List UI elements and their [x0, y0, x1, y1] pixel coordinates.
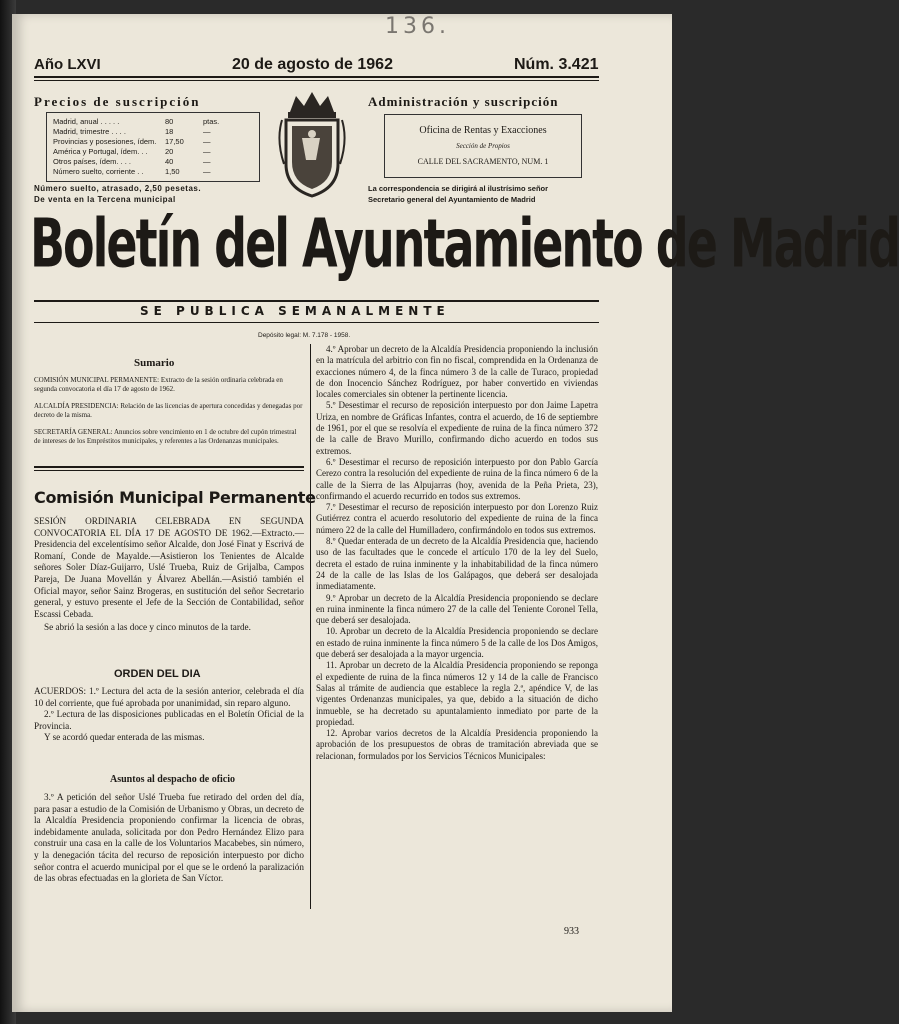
price-row: Número suelto, corriente . . 1,50 —	[53, 167, 211, 176]
issue-number: Núm. 3.421	[514, 56, 599, 73]
office-section: Sección de Propios	[456, 142, 510, 150]
agenda-item: 5.º Desestimar el recurso de reposición interpuesto por don Jaime Lapetra Uriza, en nombre de Gráficas Infantes, contra el acuerdo, de 16 de septiembre de 1961, por el que se resolvía el expediente de ruina de la finca número 372 de la calle de Bravo Murillo, confirmando dicho acuerdo en todos sus extremos.	[316, 400, 598, 456]
opening-paragraph: Se abrió la sesión a las doce y cinco minutos de la tarde.	[44, 622, 251, 633]
masthead-title: Boletín del Ayuntamiento de Madrid	[30, 204, 899, 283]
subscription-title: Precios de suscripción	[34, 94, 201, 109]
issue-year: Año LXVI	[34, 56, 101, 73]
price-row: Madrid, trimestre . . . . 18 —	[53, 127, 211, 136]
subscription-note: Número suelto, atrasado, 2,50 pesetas.	[34, 184, 202, 193]
intro-paragraph: SESIÓN ORDINARIA CELEBRADA EN SEGUNDA CONVOCATORIA EL DÍA 17 DE AGOSTO DE 1962.—Extracto.—Presidencia del excelentísimo señor Alcalde, don José Finat y Escrivá de Romaní, Conde de Mayalde.—Asistieron los Tenientes de Alcalde señores Soler Díaz-Guijarro, Uslé Trueba, Ruiz de Grijalba, Campos Pareja, De Juana Movellán y Álvarez Abellán.—Asistió también el Oficial mayor, señor Sainz Brogeras, en sustitución del señor Secretario general, y estuvo presente el Jefe de la Sección de Contabilidad, señor Escassi Cebada.	[34, 516, 304, 619]
agenda-item: 12. Aprobar varios decretos de la Alcaldía Presidencia proponiendo la aprobación de los presupuestos de obras de tramitación abreviada que se relacionan, formulados por los Servicios Técnicos Municipales:	[316, 728, 598, 761]
agenda-item: 11. Aprobar un decreto de la Alcaldía Presidencia proponiendo se reponga el expediente de ruina de la finca números 12 y 14 de la calle de Francisco Salas al trámite de audiencia que establece la regla 2.ª, apéndice V, de las vigentes Ordenanzas municipales, ya que, debido a la situación de dicho inmueble, se ha decretado su apuntalamiento inmediato por parte de la propiedad.	[316, 660, 598, 727]
summary-title: Sumario	[134, 357, 175, 369]
masthead-rule	[34, 300, 599, 302]
right-column	[316, 344, 598, 762]
orden-del-dia-heading: ORDEN DEL DIA	[114, 668, 201, 680]
issue-date: 20 de agosto de 1962	[232, 56, 393, 73]
session-intro	[34, 516, 304, 634]
agenda-item: 8.º Quedar enterada de un decreto de la Alcaldía Presidencia que, haciendo uso de las facultades que le concede el artículo 170 de la ley del Suelo, decreta el estado de ruina inminente y la inhabitabilidad de la finca número 24 de la calle de las Islas de los Galápagos, que deberá ser desalojada inmediatamente.	[316, 536, 598, 592]
office-name: Oficina de Rentas y Exacciones	[419, 125, 547, 136]
agenda-items	[34, 686, 304, 744]
administration-note: La correspondencia se dirigirá al ilustrísimo señor	[368, 184, 549, 193]
item-2-paragraph: 2.º Lectura de las disposiciones publicadas en el Boletín Oficial de la Provincia.	[34, 709, 304, 731]
agenda-item: 9.º Aprobar un decreto de la Alcaldía Presidencia proponiendo se declare en ruina inminente la finca número 27 de la calle del Teniente Coronel Tella, que deberá ser desalojada.	[316, 592, 598, 626]
item-2b-paragraph: Y se acordó quedar enterada de las mismas.	[44, 732, 205, 743]
office-address: CALLE DEL SACRAMENTO, NUM. 1	[417, 157, 549, 166]
summary-item: COMISIÓN MUNICIPAL PERMANENTE: Extracto de la sesión ordinaria celebrada en segunda convocatoria el día 17 de agosto de 1962.	[34, 376, 283, 393]
summary-rule-thin	[34, 470, 304, 471]
masthead-rule-bottom	[34, 322, 599, 323]
section-heading: Comisión Municipal Permanente	[34, 488, 316, 507]
price-row: Madrid, anual . . . . . 80 ptas.	[53, 117, 220, 126]
asuntos-heading: Asuntos al despacho de oficio	[110, 774, 236, 785]
acuerdos-paragraph: ACUERDOS: 1.º Lectura del acta de la sesión anterior, celebrada el día 10 del corriente, que fué aprobada por unanimidad, sin reparo alguno.	[34, 686, 304, 708]
page-number: 933	[564, 926, 579, 937]
subscription-price-table	[46, 112, 260, 182]
agenda-item: 7.º Desestimar el recurso de reposición interpuesto por don Lorenzo Ruiz Gutiérrez contra el acuerdo resolutorio del expediente de ruina de la finca número 22 de la calle del Humilladero, confirmándolo en todos sus extremos.	[316, 502, 598, 535]
agenda-item: 6.º Desestimar el recurso de reposición interpuesto por don Pablo García Cerezo contra la resolución del expediente de ruina de la finca número 6 de la calle de la Sierra de las Alpujarras (hoy, avenida de la Peña Prieta, 23), confirmando el acuerdo recurrido en todos sus extremos.	[316, 456, 598, 501]
price-row: América y Portugal, ídem. . . 20 —	[53, 147, 211, 156]
item-3-paragraph: 3.º A petición del señor Uslé Trueba fue retirado del orden del día, para pasar a estudio de la Comisión de Urbanismo y Obras, un decreto de la Alcaldía Presidencia proponiendo confirmar la licencia de obras, indebidamente anulada, solicitada por don Pedro Hernández Elizo para construir una casa en la calle de los Voluntarios Macabebes, sin número, y la denegación tácita del recurso de reposición interpuesto por dicho señor contra el acuerdo municipal por el que se le ordenó la paralización de las obras efectuadas en la glorieta de San Víctor.	[34, 792, 304, 884]
agenda-item: 4.º Aprobar un decreto de la Alcaldía Presidencia proponiendo la inclusión en la matrícula del arbitrio con fin no fiscal, comprendida en la Ordenanza de exacciones número 4, de la finca número 3 de la calle de Turaco, propiedad de don Inocencio Sánchez Rodríguez, por haber convertido en viviendas locales comerciales sin obtener la pertinente licencia.	[316, 344, 598, 400]
price-row: Provincias y posesiones, ídem. 17,50 —	[53, 137, 211, 146]
price-row: Otros países, ídem. . . . 40 —	[53, 157, 211, 166]
administration-title: Administración y suscripción	[368, 94, 559, 109]
administration-box	[384, 114, 582, 178]
madrid-coat-of-arms	[276, 90, 348, 198]
legal-deposit: Depósito legal: M. 7.178 - 1958.	[258, 332, 351, 339]
summary-item: SECRETARÍA GENERAL: Anuncios sobre vencimiento en 1 de octubre del cupón trimestral de intereses de los Empréstitos municipales, y referentes a las Ordenanzas municipales.	[34, 428, 297, 445]
masthead-subtitle: SE PUBLICA SEMANALMENTE	[140, 304, 450, 318]
subscription-note: De venta en la Tercena municipal	[34, 195, 176, 204]
summary-item: ALCALDÍA PRESIDENCIA: Relación de las licencias de apertura concedidas y denegadas por decreto de la misma.	[34, 402, 303, 419]
header-rule	[34, 76, 599, 78]
header-rule-thin	[34, 80, 599, 81]
column-divider	[310, 344, 311, 909]
pencil-annotation: 136.	[385, 14, 450, 39]
administration-note: Secretario general del Ayuntamiento de Madrid	[368, 195, 536, 204]
agenda-item: 10. Aprobar un decreto de la Alcaldía Presidencia proponiendo se declare en estado de ruina inminente la finca número 5 de la calle de los Dos Amigos, que deberá ser desalojada a la mayor urgencia.	[316, 626, 598, 660]
summary-rule	[34, 466, 304, 468]
